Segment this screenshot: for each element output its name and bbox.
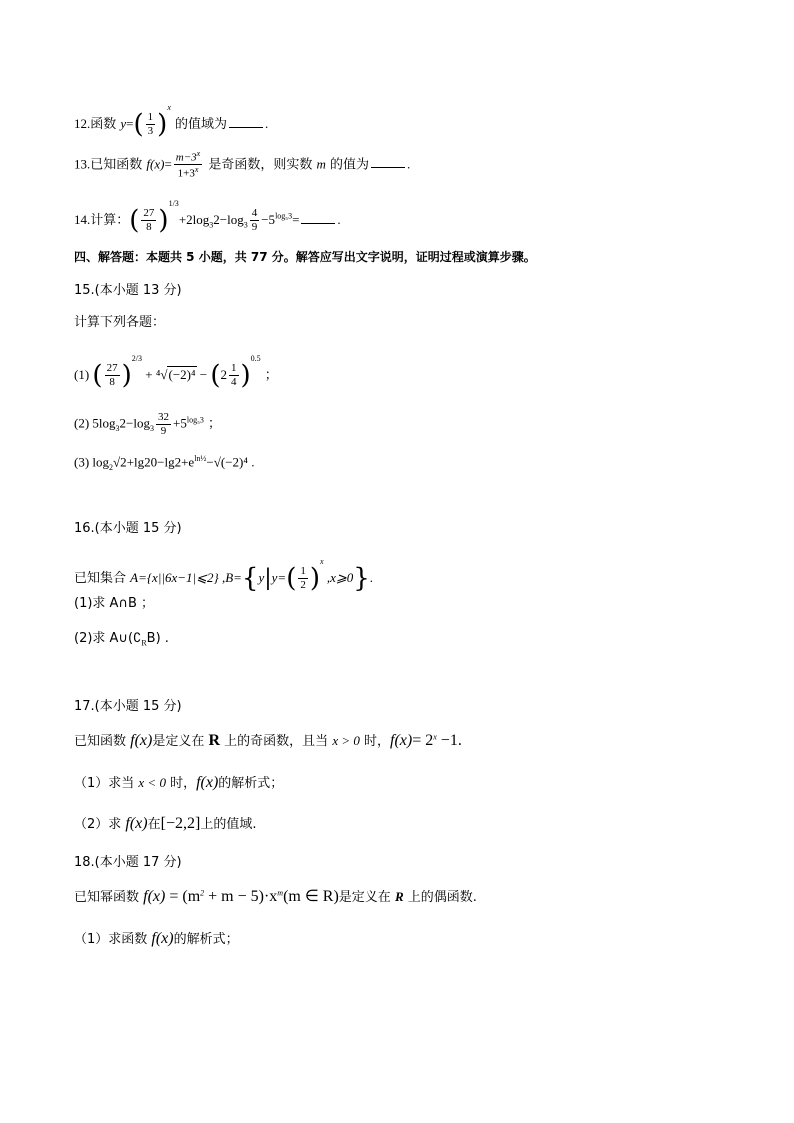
question-16-title: 16.(本小题 15 分) [74, 521, 182, 536]
question-18-title: 18.(本小题 17 分) [74, 855, 182, 870]
question-15-intro: 计算下列各题： [74, 315, 166, 330]
answer-blank [301, 222, 335, 224]
question-17-part-2: （2）求 f(x)在[−2,2]上的值域. [74, 815, 257, 832]
question-18-body: 已知幂函数 $f(x) = (m^2 + m - 5)\cdot x^m(m$ ∈ R)是定义在 R 上的偶函数. [74, 888, 477, 905]
question-13: 13.已知函数 f(x)= $\frac{m-3^x}{1+3^x}$ 是奇函数，则实数 m 的值为 . [74, 149, 411, 180]
fraction: $\frac{1}{3}$ [147, 111, 154, 137]
question-16-body: 已知集合 A={x||6x−1|⩽2} ,B={y|y=( $\frac{1}{2}$ )$^x$ ,x⩾0}. [74, 557, 374, 594]
question-16-part-1: (1)求 A∩B ； [74, 596, 155, 611]
question-15-part-1: (1) ( $\frac{27}{8}$ )$^{2/3}$ + ⁴√(−2)⁴ − (2 $\frac{1}{4}$ )$^{0.5}$ ； [74, 354, 278, 391]
question-16-part-2: (2)求 $A\cup(∁_RB)$ . [74, 631, 169, 648]
question-15-part-3: (3) $\log_2√2+\lg 20-\lg 2+e^{ln\frac{1}{2}}-√(-2)^4$ . [74, 454, 255, 472]
question-18-part-1: （1）求函数 f(x)的解析式； [74, 930, 239, 947]
question-17-part-1: （1）求当 x < 0 时，f(x)的解析式； [74, 774, 284, 791]
question-15-part-2: (2) $5\log_32-\log_3$ $\frac{32}{9}$ $+5^{log_53}$ ； [74, 411, 221, 437]
answer-blank [371, 166, 405, 168]
question-14: 14.计算：( $\frac{27}{8}$ )$^{1/3}+2\log_32-\log_3$ $\frac{4}{9}$ $-5^{log_53}=$ . [74, 199, 341, 236]
question-17-title: 17.(本小题 15 分) [74, 699, 182, 714]
question-17-body: 已知函数 f(x)是定义在 R 上的奇函数，且当 x > 0 时，$f(x)= 2^x -1$. [74, 732, 462, 749]
section-heading: 四、解答题：本题共 5 小题，共 77 分。解答应写出文字说明，证明过程或演算步骤。 [74, 250, 536, 264]
question-12: 12.函数 y=( $\frac{1}{3}$ )$^x$ 的值域为 . [74, 103, 269, 140]
fraction: $\frac{m-3^x}{1+3^x}$ [175, 149, 201, 180]
question-15-title: 15.(本小题 13 分) [74, 283, 182, 298]
answer-blank [229, 126, 263, 128]
